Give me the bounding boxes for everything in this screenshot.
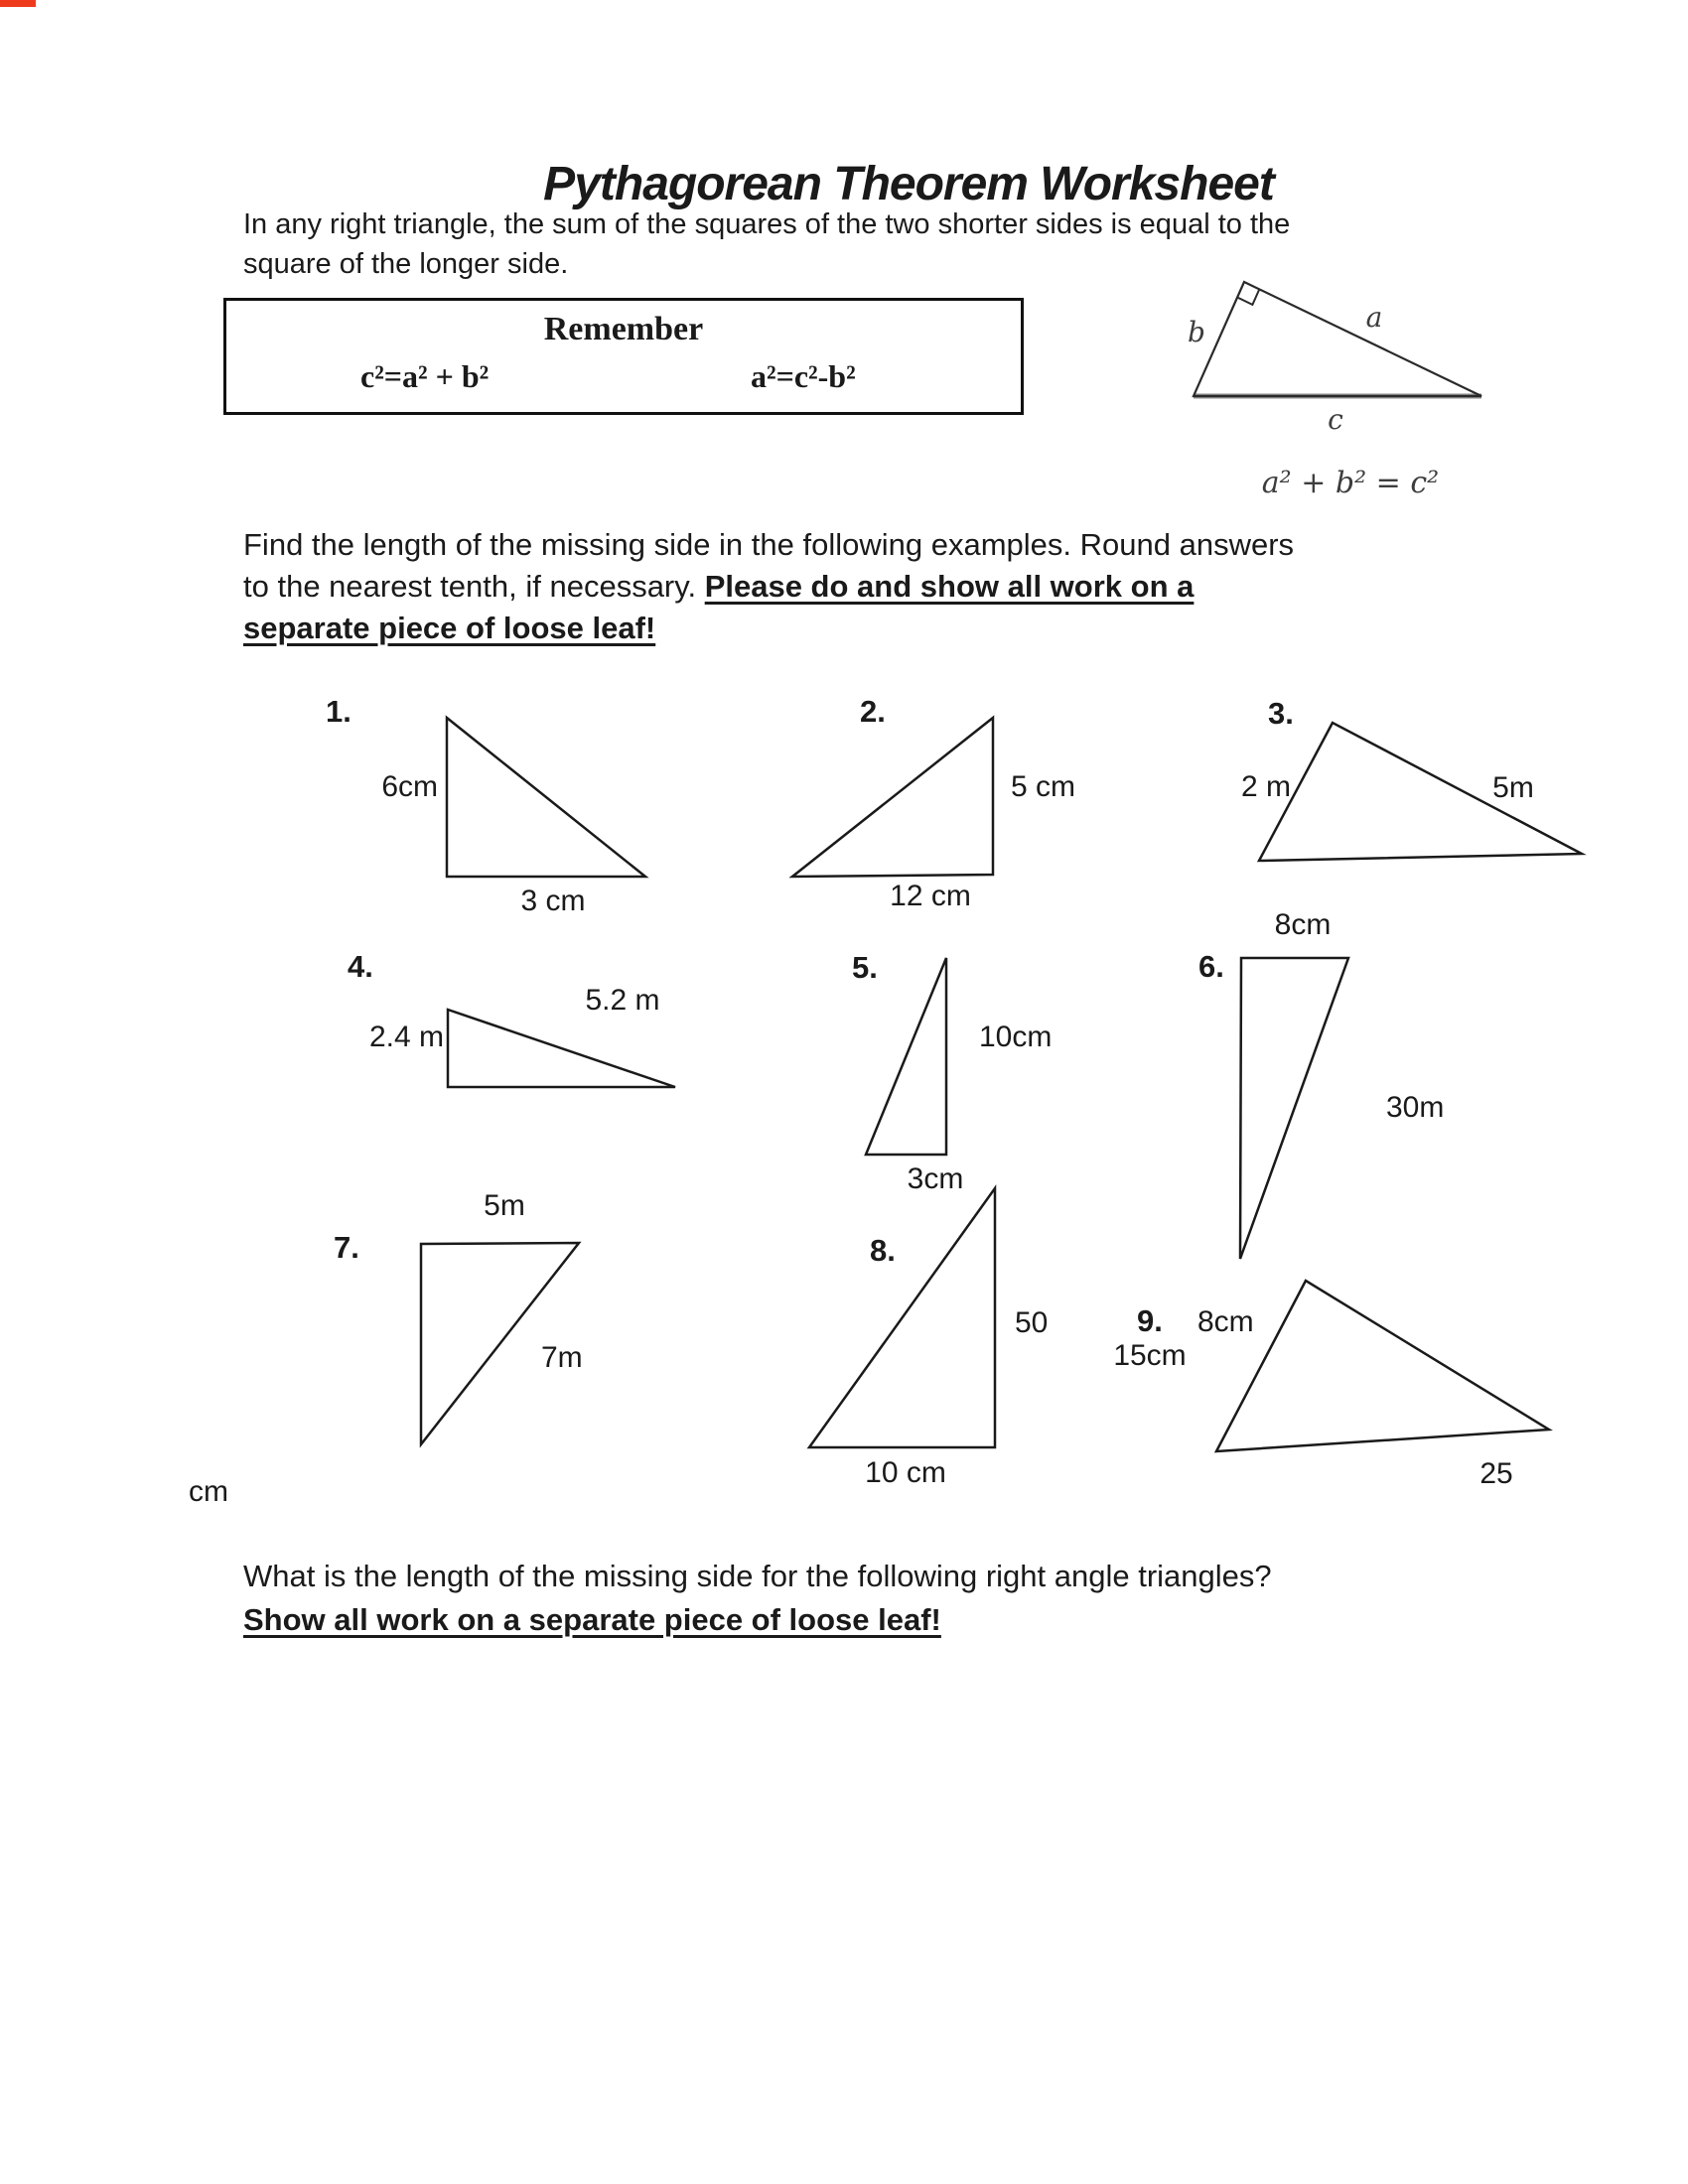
- problem-8-triangle: [809, 1188, 995, 1447]
- problem-2-number: 2.: [860, 694, 886, 729]
- problem-7-hypotenuse-label: 7m: [541, 1341, 583, 1374]
- problem-2-triangle: [792, 718, 993, 877]
- problem-7-top-side-label: 5m: [484, 1189, 525, 1222]
- problem-3-number: 3.: [1268, 696, 1294, 731]
- problem-1-number: 1.: [326, 694, 352, 729]
- ref-side-c-label: c: [1328, 403, 1343, 436]
- intro-line-1: In any right triangle, the sum of the squares of the two shorter sides is equal to the: [243, 208, 1291, 240]
- problem-2-bottom-side-label: 12 cm: [890, 880, 971, 912]
- problem-5-bottom-side-label: 3cm: [907, 1162, 964, 1195]
- problems-figure-area: [0, 675, 1688, 1529]
- problem-6-number: 6.: [1198, 949, 1224, 984]
- problem-1: [326, 694, 645, 917]
- instructions-line-3: [243, 608, 1554, 649]
- instructions-line-2: [243, 566, 1554, 608]
- page-title: Pythagorean Theorem Worksheet: [543, 158, 1274, 210]
- instructions-line-3-emphasis: separate piece of loose leaf!: [243, 611, 656, 645]
- problem-9-left-side-label: 15cm: [1113, 1339, 1187, 1372]
- problem-4-hypotenuse-label: 5.2 m: [585, 984, 660, 1017]
- problem-7-number: 7.: [334, 1230, 359, 1265]
- problem-2-right-side-label: 5 cm: [1011, 770, 1076, 803]
- problem-3-left-side-label: 2 m: [1240, 770, 1291, 803]
- problem-6-right-side-label: 30m: [1386, 1091, 1445, 1124]
- instructions-line-1: Find the length of the missing side in the following examples. Round answers: [243, 527, 1295, 562]
- problem-9-top-side-label: 8cm: [1197, 1305, 1254, 1338]
- problem-4-left-side-label: 2.4 m: [368, 1021, 444, 1053]
- instructions-line-2-emphasis: Please do and show all work on a: [704, 569, 1195, 604]
- problem-6-top-side-label: 8cm: [1274, 908, 1332, 941]
- reference-triangle: [1194, 282, 1481, 396]
- problem-5-right-side-label: 10cm: [979, 1021, 1053, 1053]
- problem-9-triangle: [1216, 1281, 1549, 1451]
- problem-6: [1198, 908, 1444, 1259]
- ref-side-b-label: b: [1188, 316, 1205, 348]
- problem-9: [1113, 1281, 1549, 1490]
- problem-9-number: 9.: [1137, 1303, 1163, 1338]
- problem-4-triangle: [448, 1010, 675, 1087]
- remember-title: Remember: [543, 311, 704, 347]
- problem-6-triangle: [1240, 958, 1348, 1259]
- problem-1-triangle: [447, 718, 645, 877]
- instructions-line-2-normal: to the nearest tenth, if necessary.: [243, 569, 705, 604]
- footer-paragraph: [243, 1555, 1574, 1642]
- formula-c-squared: c²=a² + b²: [360, 358, 490, 394]
- problem-3-right-side-label: 5m: [1492, 771, 1534, 804]
- instructions-paragraph: [243, 524, 1554, 649]
- ref-side-a-label: a: [1365, 301, 1383, 334]
- remember-box: [223, 298, 1024, 415]
- problem-3: [1241, 696, 1582, 861]
- problem-5: [852, 950, 1052, 1195]
- intro-line-2: square of the longer side.: [243, 248, 569, 280]
- formula-a-squared: a²=c²-b²: [751, 358, 856, 394]
- stray-cm-label: cm: [189, 1475, 228, 1508]
- problem-7: [334, 1189, 583, 1444]
- pythagorean-formula: a² + b² = c²: [1261, 466, 1440, 500]
- scan-edge-artifact: [0, 0, 36, 7]
- problem-4-number: 4.: [348, 949, 373, 984]
- problem-8-number: 8.: [870, 1233, 896, 1268]
- reference-triangle-figure: [1142, 253, 1569, 506]
- problem-2: [792, 694, 1075, 912]
- problem-5-number: 5.: [852, 950, 878, 985]
- problem-8-bottom-side-label: 10 cm: [865, 1456, 946, 1489]
- problem-4: [348, 949, 675, 1087]
- problem-8-right-side-label: 50: [1015, 1306, 1049, 1339]
- problem-5-triangle: [866, 958, 946, 1155]
- footer-emphasis-line: [243, 1598, 1574, 1642]
- problem-1-bottom-side-label: 3 cm: [520, 885, 586, 917]
- footer-emphasis: Show all work on a separate piece of loose leaf!: [243, 1602, 941, 1637]
- problem-1-left-side-label: 6cm: [381, 770, 438, 803]
- problem-9-bottom-side-label: 25: [1479, 1457, 1513, 1490]
- footer-question: What is the length of the missing side for the following right angle triangles?: [243, 1559, 1272, 1593]
- problem-8: [809, 1188, 1048, 1489]
